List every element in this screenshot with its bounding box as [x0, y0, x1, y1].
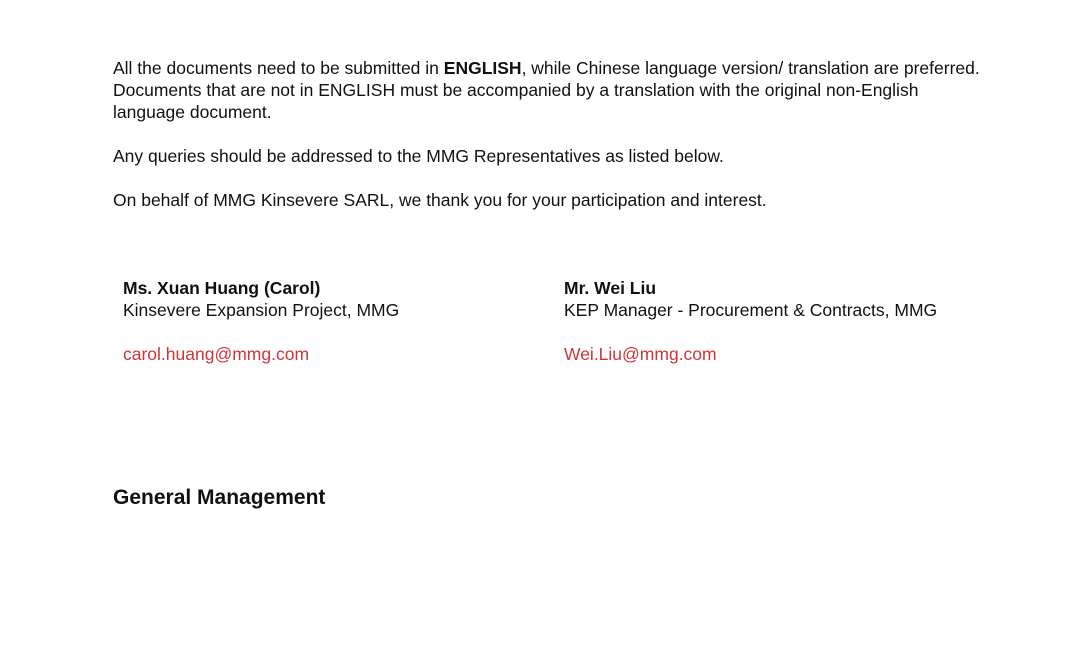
contact-email-link[interactable]: Wei.Liu@mmg.com: [564, 344, 717, 364]
contact-card-wei: [564, 277, 937, 365]
contact-email-link[interactable]: carol.huang@mmg.com: [123, 344, 310, 364]
thanks-paragraph: On behalf of MMG Kinsevere SARL, we thank you for your participation and interest.: [113, 190, 767, 210]
document-body: [113, 57, 983, 211]
contact-name: Mr. Wei Liu: [564, 278, 657, 298]
contact-role: KEP Manager - Procurement & Contracts, MMG: [564, 300, 938, 320]
section-heading: General Management: [113, 486, 326, 509]
contact-role: Kinsevere Expansion Project, MMG: [123, 300, 400, 320]
queries-paragraph: Any queries should be addressed to the MMG Representatives as listed below.: [113, 146, 724, 166]
representatives-section: [123, 277, 993, 377]
english-emphasis: ENGLISH: [443, 58, 522, 78]
paragraph-text: All the documents need to be submitted in: [113, 58, 444, 78]
contact-card-carol: [123, 277, 399, 365]
contact-name: Ms. Xuan Huang (Carol): [123, 278, 321, 298]
submission-language-paragraph: [113, 57, 983, 123]
paragraph-text-continued: , while Chinese language version/ translation are preferred. Documents that are not in ENGLISH must be accompanied by a translation with the original non-English language document.: [113, 58, 980, 122]
